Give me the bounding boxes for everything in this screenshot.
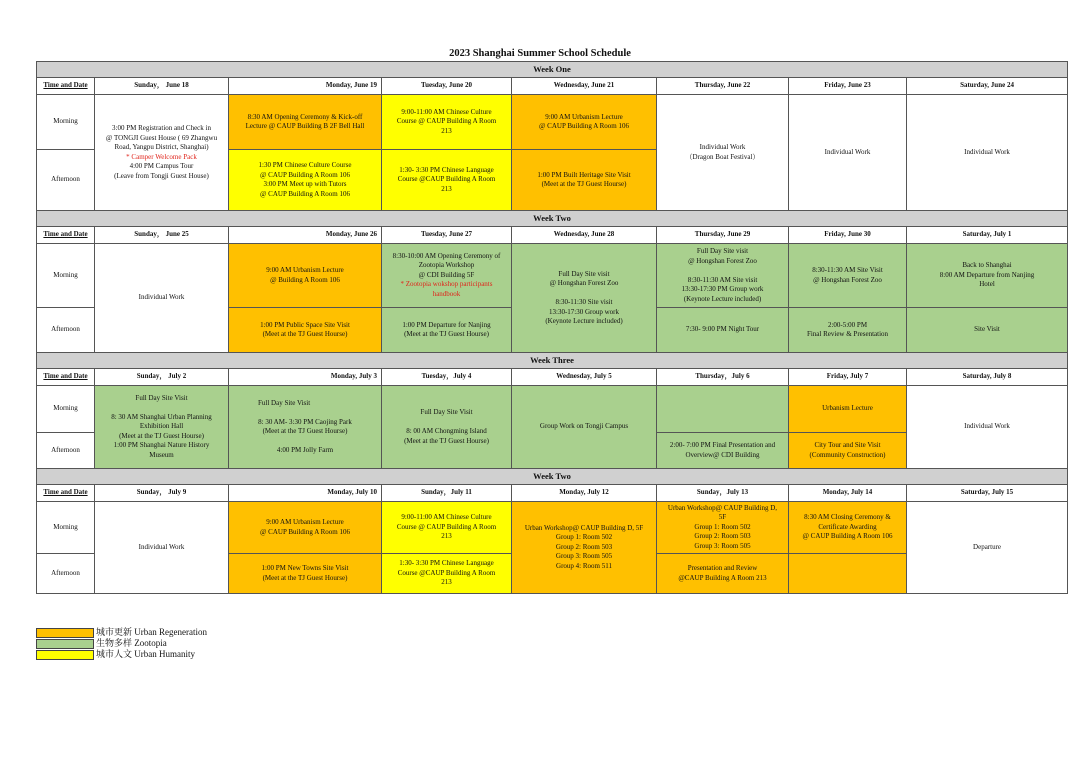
afternoon-label: Afternoon — [37, 554, 95, 594]
event-cell — [657, 502, 789, 554]
event-cell: Departure — [907, 502, 1068, 594]
event-text: 8: 30 AM- 3:30 PM Caojing Park — [258, 417, 352, 426]
event-cell — [382, 502, 512, 554]
event-text: 9:00-11:00 AM Chinese Culture — [401, 513, 492, 522]
day-header: Tuesday, June 20 — [382, 78, 512, 95]
event-text: (Meet at the TJ Guest Hourse) — [404, 436, 489, 445]
event-text: Group 3: Room 505 — [694, 541, 751, 550]
legend-item — [36, 638, 207, 649]
event-text: Individual Work — [699, 143, 746, 151]
event-text: Overview@ CDI Building — [685, 450, 760, 459]
event-text: 8:30-11:30 AM Site visit — [687, 275, 758, 284]
event-text: @ Hongshan Forest Zoo — [549, 279, 619, 287]
morning-label: Morning — [37, 95, 95, 150]
event-text — [230, 437, 380, 447]
event-cell — [657, 433, 789, 469]
day-header: Wednesday, July 5 — [512, 369, 657, 386]
event-text: @CAUP Building A Room 213 — [678, 573, 767, 582]
morning-label: Morning — [37, 244, 95, 308]
event-note: * Zootopia wokshop participants — [400, 280, 493, 289]
event-text — [513, 289, 655, 299]
event-text: 1:30 PM Chinese Culture Course — [258, 161, 352, 169]
morning-label: Morning — [37, 502, 95, 554]
event-text: Group 4: Room 511 — [556, 561, 612, 570]
event-text: (Meet at the TJ Guest Hourse) — [404, 330, 489, 338]
event-cell: Individual Work — [907, 386, 1068, 469]
event-cell — [95, 95, 229, 211]
event-text: Course @CAUP Building A Room — [397, 568, 496, 577]
day-header: Tuesday, June 27 — [382, 227, 512, 244]
event-text: Full Day Site Visit — [135, 393, 188, 402]
event-cell — [382, 95, 512, 150]
time-and-date-label: Time and Date — [37, 369, 95, 386]
day-header: Monday, July 3 — [229, 369, 382, 386]
event-cell: 7:30- 9:00 PM Night Tour — [657, 308, 789, 353]
legend-label: 城市更新 Urban Regeneration — [96, 627, 207, 637]
event-text: Urban Workshop@ CAUP Building D, — [667, 503, 778, 512]
event-text: 1:00 PM Built Heritage Site Visit — [537, 170, 631, 179]
event-text: 9:00 AM Urbanism Lecture — [545, 112, 623, 121]
event-cell — [229, 150, 382, 211]
event-text — [658, 266, 787, 276]
event-text: @ CAUP Building A Room 106 — [259, 527, 350, 536]
event-text: 9:00 AM Urbanism Lecture — [266, 266, 344, 274]
event-text: Hotel — [979, 280, 995, 289]
event-text: 8:00 AM Departure from Nanjing — [939, 270, 1035, 279]
event-cell — [382, 386, 512, 469]
event-cell — [512, 244, 657, 353]
event-text: 213 — [441, 532, 452, 541]
event-cell — [512, 95, 657, 150]
day-header: Thursday, June 29 — [657, 227, 789, 244]
event-text: 1:00 PM Public Space Site Visit — [260, 320, 350, 329]
event-text: 8:30 AM Closing Ceremony & — [804, 513, 891, 522]
day-header: Saturday, June 24 — [907, 78, 1068, 95]
event-cell — [382, 244, 512, 308]
event-text: Group 2: Room 503 — [555, 542, 613, 551]
event-text: 8:30-10:00 AM Opening Ceremony of — [392, 251, 501, 260]
event-cell: Site Visit — [907, 308, 1068, 353]
week-heading: Week Two — [37, 469, 1068, 485]
day-header: Friday, June 23 — [789, 78, 907, 95]
day-header: Sunday， July 9 — [95, 485, 229, 502]
event-cell — [229, 308, 382, 353]
time-and-date-label: Time and Date — [37, 485, 95, 502]
event-text: 8: 00 AM Chongming Island — [406, 427, 487, 435]
event-text: Course @CAUP Building A Room — [397, 175, 496, 184]
day-header: Sunday，July 13 — [657, 485, 789, 502]
event-cell — [382, 150, 512, 211]
day-header: Monday, July 10 — [229, 485, 382, 502]
event-text: Urban Workshop@ CAUP Building D, 5F — [524, 523, 644, 532]
event-text: 2:00- 7:00 PM Final Presentation and — [669, 441, 776, 449]
day-header: Friday, July 7 — [789, 369, 907, 386]
event-text: (Community Construction) — [809, 450, 886, 459]
day-header: Monday, July 12 — [512, 485, 657, 502]
event-text: 1:30- 3:30 PM Chinese Language — [399, 559, 494, 568]
event-text: 8:30-11:30 Site visit — [555, 298, 613, 306]
legend-item — [36, 649, 207, 660]
day-header: Saturday, July 8 — [907, 369, 1068, 386]
event-text: (Meet at the TJ Guest Hourse) — [541, 180, 627, 188]
event-text: 1:00 PM Departure for Nanjing — [402, 320, 491, 329]
legend-swatch — [36, 639, 94, 649]
day-header: Sunday， June 25 — [95, 227, 229, 244]
time-and-date-label: Time and Date — [37, 227, 95, 244]
day-header: Friday, June 30 — [789, 227, 907, 244]
event-text: （Dragon Boat Festival） — [685, 152, 760, 161]
event-text: @ CAUP Building A Room 106 — [802, 532, 893, 541]
event-cell: Individual Work — [95, 502, 229, 594]
week-heading: Week Three — [37, 353, 1068, 369]
event-text: Final Review & Presentation — [806, 330, 889, 338]
event-text: 1:00 PM Shanghai Nature History — [113, 441, 210, 450]
morning-label: Morning — [37, 386, 95, 433]
event-text: Group 1: Room 502 — [694, 522, 751, 531]
event-text: Full Day Site Visit — [258, 398, 311, 407]
event-text: Museum — [149, 450, 174, 459]
event-text: @ Building A Room 106 — [270, 275, 340, 284]
event-cell: Individual Work — [907, 95, 1068, 211]
event-text: Group 2: Room 503 — [694, 532, 751, 541]
color-legend — [36, 627, 207, 660]
event-text: (Keynote Lecture included) — [545, 317, 623, 325]
event-text: @ Hongshan Forest Zoo — [688, 256, 757, 265]
event-text: @ CAUP Building A Room 106 — [259, 189, 350, 198]
event-text: 13:30-17:30 Group work — [549, 307, 619, 316]
day-header: Thursday, June 22 — [657, 78, 789, 95]
event-cell — [229, 95, 382, 150]
event-text: Zootopia Workshop — [418, 261, 475, 270]
legend-item — [36, 627, 207, 638]
event-cell — [95, 386, 229, 469]
day-header: Sunday，July 11 — [382, 485, 512, 502]
event-text — [383, 418, 510, 428]
event-cell — [229, 386, 382, 469]
legend-label: 城市人文 Urban Humanity — [96, 649, 195, 659]
legend-swatch — [36, 650, 94, 660]
event-cell: Individual Work — [95, 244, 229, 353]
event-cell — [657, 244, 789, 308]
event-text: @ TONGJI Guest House ( 69 Zhangwu — [105, 133, 218, 142]
event-cell — [229, 502, 382, 554]
event-cell — [229, 554, 382, 594]
event-cell — [789, 502, 907, 554]
event-text: Back to Shanghai — [962, 261, 1012, 270]
event-text: 5F — [718, 513, 727, 522]
day-header: Monday, June 19 — [229, 78, 382, 95]
event-cell — [512, 150, 657, 211]
event-text: 8:30 AM Opening Ceremony & Kick-off — [247, 112, 363, 121]
event-text: City Tour and Site Visit — [814, 441, 881, 449]
event-text — [96, 403, 227, 413]
event-cell — [789, 244, 907, 308]
event-text: @ CAUP Building A Room 106 — [538, 122, 629, 130]
day-header: Wednesday, June 28 — [512, 227, 657, 244]
day-header: Saturday, July 1 — [907, 227, 1068, 244]
event-cell — [657, 386, 789, 433]
legend-label: 生物多样 Zootopia — [96, 638, 167, 648]
week-heading: Week One — [37, 62, 1068, 78]
day-header: Monday, July 14 — [789, 485, 907, 502]
schedule-title: 2023 Shanghai Summer School Schedule — [449, 48, 631, 59]
event-text: 1:00 PM New Towns Site Visit — [261, 564, 349, 572]
event-text: 9:00 AM Urbanism Lecture — [266, 518, 344, 526]
event-text: 2:00-5:00 PM — [827, 320, 868, 329]
event-text: @ Hongshan Forest Zoo — [813, 275, 882, 284]
event-text: Group 1: Room 502 — [555, 533, 613, 542]
event-cell — [382, 308, 512, 353]
day-header: Sunday， June 18 — [95, 78, 229, 95]
day-header: Saturday, July 15 — [907, 485, 1068, 502]
event-cell — [789, 554, 907, 594]
legend-swatch — [36, 628, 94, 638]
event-cell — [382, 554, 512, 594]
day-header: Thursday，July 6 — [657, 369, 789, 386]
event-text: 8:30-11:30 AM Site Visit — [812, 266, 883, 274]
day-header: Sunday， July 2 — [95, 369, 229, 386]
event-text: Course @ CAUP Building A Room — [396, 522, 497, 531]
event-cell — [789, 308, 907, 353]
event-text: (Meet at the TJ Guest Hourse) — [262, 573, 348, 582]
event-text: 4:00 PM Campus Tour — [129, 162, 194, 170]
event-note: handbook — [432, 289, 461, 298]
schedule-table — [36, 61, 1068, 594]
event-text: 8: 30 AM Shanghai Urban Planning — [111, 412, 212, 421]
event-text: 1:30- 3:30 PM Chinese Language — [399, 165, 494, 174]
event-text: 9:00-11:00 AM Chinese Culture — [401, 107, 492, 116]
event-text: Full Day Site visit — [558, 269, 610, 278]
event-cell — [512, 502, 657, 594]
event-text: 213 — [441, 126, 452, 135]
event-text: Full Day Site visit — [696, 247, 749, 255]
event-text: @ CDI Building 5F — [418, 270, 475, 279]
event-text: Road, Yangpu District, Shanghai) — [114, 143, 209, 151]
event-text: Course @ CAUP Building A Room — [396, 117, 497, 126]
day-header: Monday, June 26 — [229, 227, 382, 244]
event-text: Group 3: Room 505 — [555, 552, 613, 561]
afternoon-label: Afternoon — [37, 308, 95, 353]
event-cell — [657, 95, 789, 211]
event-text: 13:30-17:30 PM Group work — [681, 285, 764, 293]
afternoon-label: Afternoon — [37, 433, 95, 469]
week-heading: Week Two — [37, 211, 1068, 227]
event-cell — [657, 554, 789, 594]
event-text — [230, 408, 380, 418]
time-and-date-label: Time and Date — [37, 78, 95, 95]
event-text: (Meet at the TJ Guest Hourse) — [262, 427, 348, 435]
event-text: (Meet at the TJ Guest Hourse) — [119, 431, 204, 440]
event-text: Exhibition Hall — [139, 422, 184, 431]
event-text: 3:00 PM Registration and Check in — [112, 124, 211, 132]
event-text: 213 — [441, 184, 452, 193]
event-note: * Camper Welcome Pack — [126, 152, 197, 161]
event-text: @ CAUP Building A Room 106 — [259, 170, 350, 179]
afternoon-label: Afternoon — [37, 150, 95, 211]
event-cell: Individual Work — [789, 95, 907, 211]
event-cell: Urbanism Lecture — [789, 386, 907, 433]
event-text: (Keynote Lecture included) — [683, 294, 762, 303]
day-header: Wednesday, June 21 — [512, 78, 657, 95]
event-cell — [789, 433, 907, 469]
event-text: 213 — [441, 578, 452, 587]
event-text: 3:00 PM Meet up with Tutors — [263, 180, 347, 188]
event-text: (Leave from Tongji Guest House) — [114, 171, 209, 180]
event-text: 4:00 PM Jolly Farm — [276, 446, 334, 454]
event-cell: Group Work on Tongji Campus — [512, 386, 657, 469]
event-text: Presentation and Review — [687, 564, 758, 572]
event-text: (Meet at the TJ Guest Hourse) — [262, 330, 348, 338]
event-text: Certificate Awarding — [818, 522, 877, 531]
event-text: Full Day Site Visit — [420, 408, 473, 416]
event-text: Lecture @ CAUP Building B 2F Bell Hall — [245, 122, 365, 130]
day-header: Tuesday，July 4 — [382, 369, 512, 386]
event-cell — [229, 244, 382, 308]
event-cell — [907, 244, 1068, 308]
